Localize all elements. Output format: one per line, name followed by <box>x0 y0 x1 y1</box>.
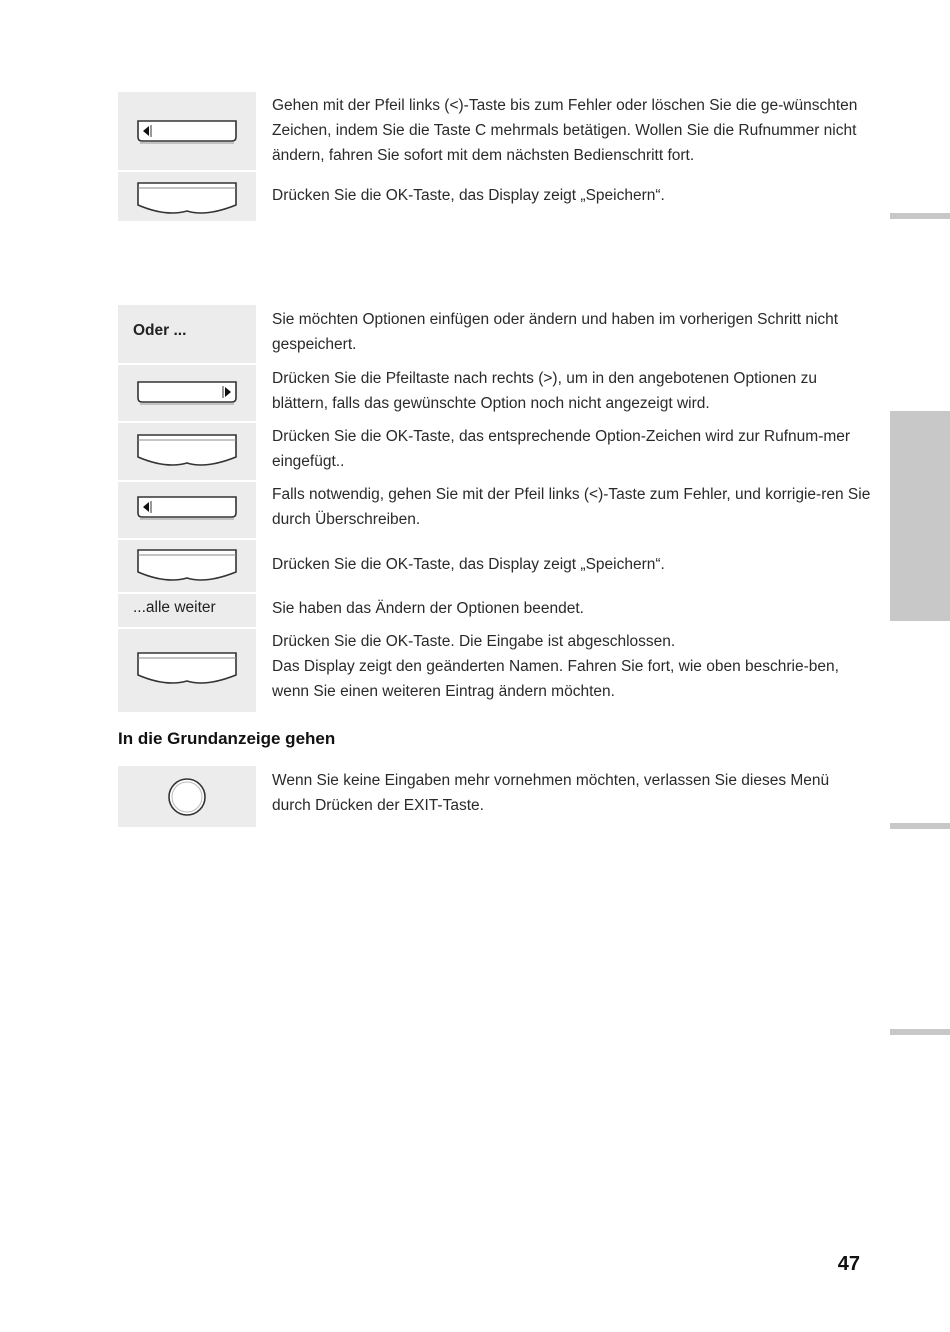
step-row <box>118 540 878 592</box>
step-row <box>118 365 878 421</box>
ok-key-icon <box>136 433 238 463</box>
step-row <box>118 629 878 712</box>
ok-key-icon <box>136 181 238 211</box>
alle-weiter-label: ...alle weiter <box>133 599 216 616</box>
page-number: 47 <box>837 1253 860 1275</box>
step-row <box>118 305 878 363</box>
step-text: Drücken Sie die OK-Taste, das entsprechende Option-Zeichen wird zur Rufnum-mer eingefügt.. <box>272 428 851 470</box>
key-cell <box>118 540 256 592</box>
ok-key-icon <box>136 651 238 681</box>
left-arrow-key-icon <box>136 117 238 147</box>
label-cell <box>118 594 256 627</box>
step-row <box>118 92 878 170</box>
step-text: Sie möchten Optionen einfügen oder ändern und haben im vorherigen Schritt nicht gespeichert. <box>272 311 839 353</box>
step-row <box>118 766 878 827</box>
side-tab-2 <box>890 823 950 829</box>
step-row <box>118 423 878 480</box>
key-cell <box>118 172 256 221</box>
step-text: Drücken Sie die OK-Taste, das Display zeigt „Speichern“. <box>272 187 665 204</box>
label-cell <box>118 305 256 363</box>
step-text: Drücken Sie die OK-Taste, das Display zeigt „Speichern“. <box>272 556 665 573</box>
key-cell <box>118 766 256 827</box>
step-text: Drücken Sie die Pfeiltaste nach rechts (>), um in den angebotenen Optionen zu blättern, falls das gewünschte Option noch nicht angezeigt wird. <box>272 370 817 412</box>
step-row <box>118 594 878 627</box>
key-cell <box>118 365 256 421</box>
key-cell <box>118 92 256 170</box>
step-row <box>118 482 878 538</box>
side-tab-3 <box>890 1029 950 1035</box>
step-row <box>118 172 878 221</box>
step-text: Sie haben das Ändern der Optionen beendet. <box>272 600 584 617</box>
step-text: Wenn Sie keine Eingaben mehr vornehmen möchten, verlassen Sie dieses Menü durch Drücken der EXIT-Taste. <box>272 772 830 814</box>
step-text: Drücken Sie die OK-Taste. Die Eingabe ist abgeschlossen. Das Display zeigt den geänderten Namen. Fahren Sie fort, wie oben beschrie-ben, wenn Sie einen weiteren Eintrag ändern möchten. <box>272 633 839 700</box>
oder-label: Oder ... <box>133 322 187 339</box>
section-heading: In die Grundanzeige gehen <box>118 729 336 748</box>
side-tab-1 <box>890 213 950 219</box>
ok-key-icon <box>136 548 238 578</box>
left-arrow-key-icon <box>136 493 238 523</box>
step-text: Falls notwendig, gehen Sie mit der Pfeil links (<)-Taste zum Fehler, und korrigie-ren Sie durch Überschreiben. <box>272 486 871 528</box>
exit-key-icon <box>167 777 207 817</box>
key-cell <box>118 482 256 538</box>
step-text: Gehen mit der Pfeil links (<)-Taste bis zum Fehler oder löschen Sie die ge-wünschten Zeichen, indem Sie die Taste C mehrmals betätigen. Wollen Sie die Rufnummer nicht ändern, fahren Sie sofort mit dem nächsten Bedienschritt fort. <box>272 97 858 164</box>
key-cell <box>118 629 256 712</box>
key-cell <box>118 423 256 480</box>
side-tab-active <box>890 411 950 621</box>
right-arrow-key-icon <box>136 378 238 408</box>
